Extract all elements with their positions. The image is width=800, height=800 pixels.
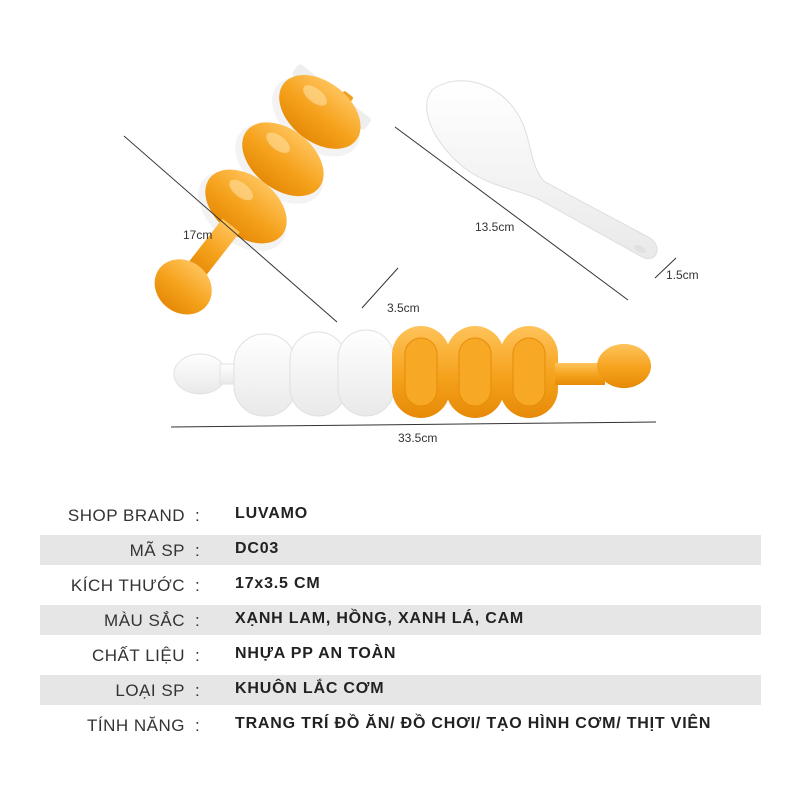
dim-open-length: 33.5cm (398, 431, 438, 445)
spec-label: TÍNH NĂNG (87, 716, 185, 735)
spec-value: 17x3.5 CM (235, 575, 321, 592)
rice-paddle (427, 81, 657, 259)
spec-row-material (40, 640, 761, 670)
spec-value: TRANG TRÍ ĐỒ ĂN/ ĐỒ CHƠI/ TẠO HÌNH CƠM/ THỊT VIÊN (235, 715, 712, 732)
spec-row-type (40, 675, 761, 705)
spec-value: DC03 (235, 540, 280, 557)
open-rice-mold (174, 326, 651, 418)
spec-colon: : (195, 611, 200, 630)
spec-colon: : (195, 576, 200, 595)
dim-paddle-length: 13.5cm (475, 220, 515, 234)
spec-label: LOẠI SP (115, 681, 185, 700)
spec-colon: : (195, 541, 200, 560)
spec-label: SHOP BRAND (67, 506, 185, 525)
spec-value: XẠNH LAM, HỒNG, XANH LÁ, CAM (235, 610, 525, 627)
spec-value: KHUÔN LẮC CƠM (235, 680, 385, 697)
spec-label: MÃ SP (129, 541, 185, 560)
spec-label: CHẤT LIỆU (92, 646, 185, 665)
spec-value: LUVAMO (235, 505, 308, 522)
spec-row-size (40, 570, 761, 600)
spec-value: NHỰA PP AN TOÀN (235, 645, 397, 662)
spec-row-color (40, 605, 761, 635)
spec-label: MÀU SẮC (104, 611, 185, 630)
spec-row-features (40, 710, 761, 740)
closed-rice-mold (128, 56, 379, 338)
spec-colon: : (195, 716, 200, 735)
dim-mold-length: 17cm (183, 228, 213, 242)
spec-colon: : (195, 681, 200, 700)
dim-mold-width: 3.5cm (387, 301, 420, 315)
spec-colon: : (195, 506, 200, 525)
spec-table (40, 500, 761, 745)
spec-row-brand (40, 500, 761, 530)
spec-row-code (40, 535, 761, 565)
spec-colon: : (195, 646, 200, 665)
dim-paddle-width: 1.5cm (666, 268, 699, 282)
spec-label: KÍCH THƯỚC (70, 576, 185, 595)
